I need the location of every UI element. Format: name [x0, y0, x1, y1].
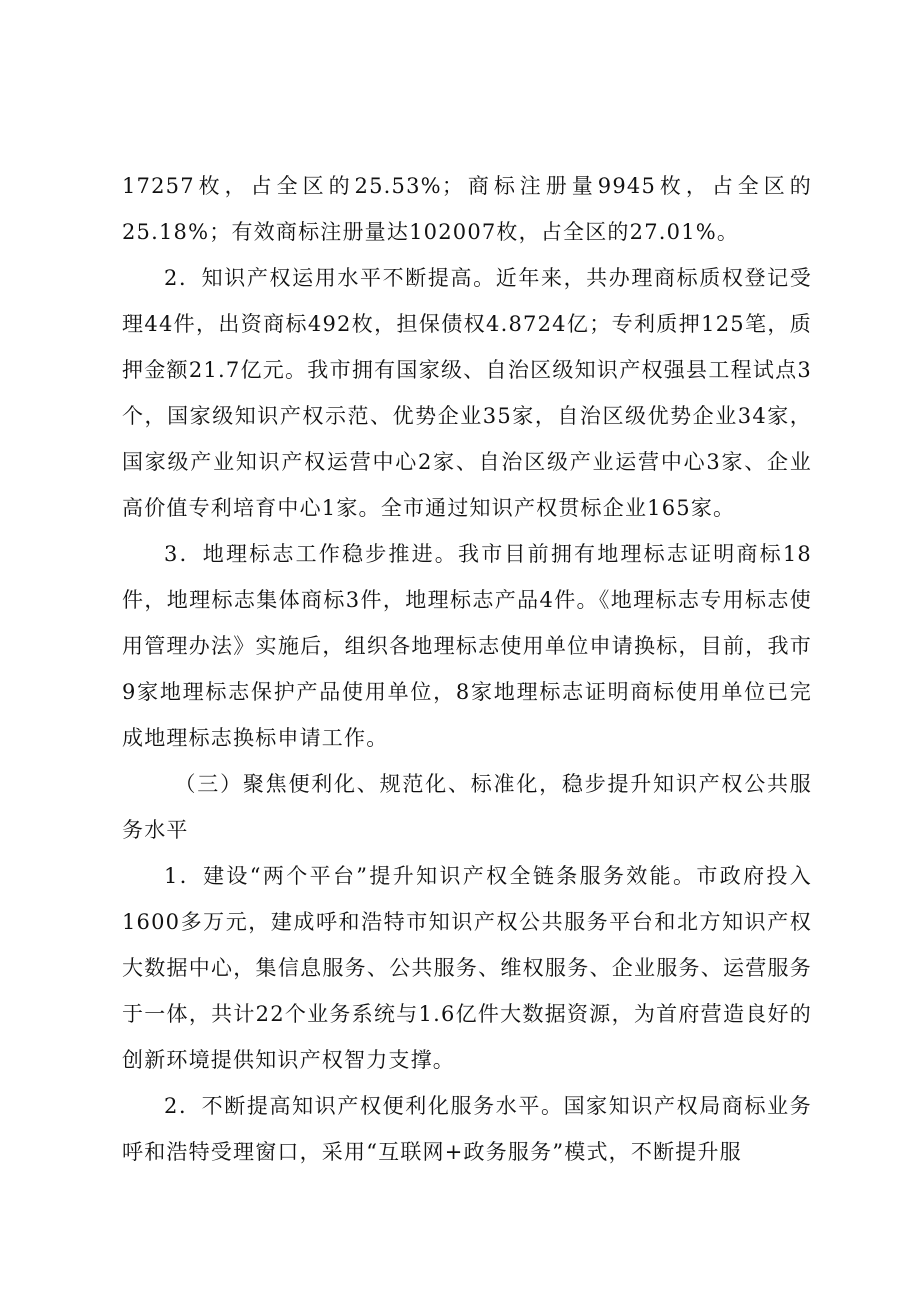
paragraph-two-platforms: 1．建设“两个平台”提升知识产权全链条服务效能。市政府投入1600多万元，建成呼和浩特市知识产权公共服务平台和北方知识产权大数据中心，集信息服务、公共服务、维权服务、企业服务、运营服务于一体，共计22个业务系统与1.6亿件大数据资源，为首府营造良好的创新环境提供知识产权智力支撑。 [122, 864, 812, 1072]
section-heading-public-service: （三）聚焦便利化、规范化、标准化，稳步提升知识产权公共服务水平 [122, 772, 812, 842]
paragraph-trademark-stats: 17257枚，占全区的25.53%；商标注册量9945枚，占全区的25.18%；有效商标注册量达102007枚，占全区的27.01%。 [122, 174, 812, 244]
paragraph-ip-utilization: 2．知识产权运用水平不断提高。近年来，共办理商标质权登记受理44件，出资商标492枚，担保债权4.8724亿；专利质押125笔，质押金额21.7亿元。我市拥有国家级、自治区级知识产权强县工程试点3个，国家级知识产权示范、优势企业35家，自治区级优势企业34家，国家级产业知识产权运营中心2家、自治区级产业运营中心3家、企业高价值专利培育中心1家。全市通过知识产权贯标企业165家。 [122, 266, 812, 520]
paragraph-geographical-indication: 3．地理标志工作稳步推进。我市目前拥有地理标志证明商标18件，地理标志集体商标3件，地理标志产品4件。《地理标志专用标志使用管理办法》实施后，组织各地理标志使用单位申请换标，目前，我市9家地理标志保护产品使用单位，8家地理标志证明商标使用单位已完成地理标志换标申请工作。 [122, 542, 812, 750]
document-body [122, 163, 812, 1175]
paragraph-convenience-service: 2．不断提高知识产权便利化服务水平。国家知识产权局商标业务呼和浩特受理窗口，采用“互联网+政务服务”模式，不断提升服 [122, 1094, 812, 1164]
